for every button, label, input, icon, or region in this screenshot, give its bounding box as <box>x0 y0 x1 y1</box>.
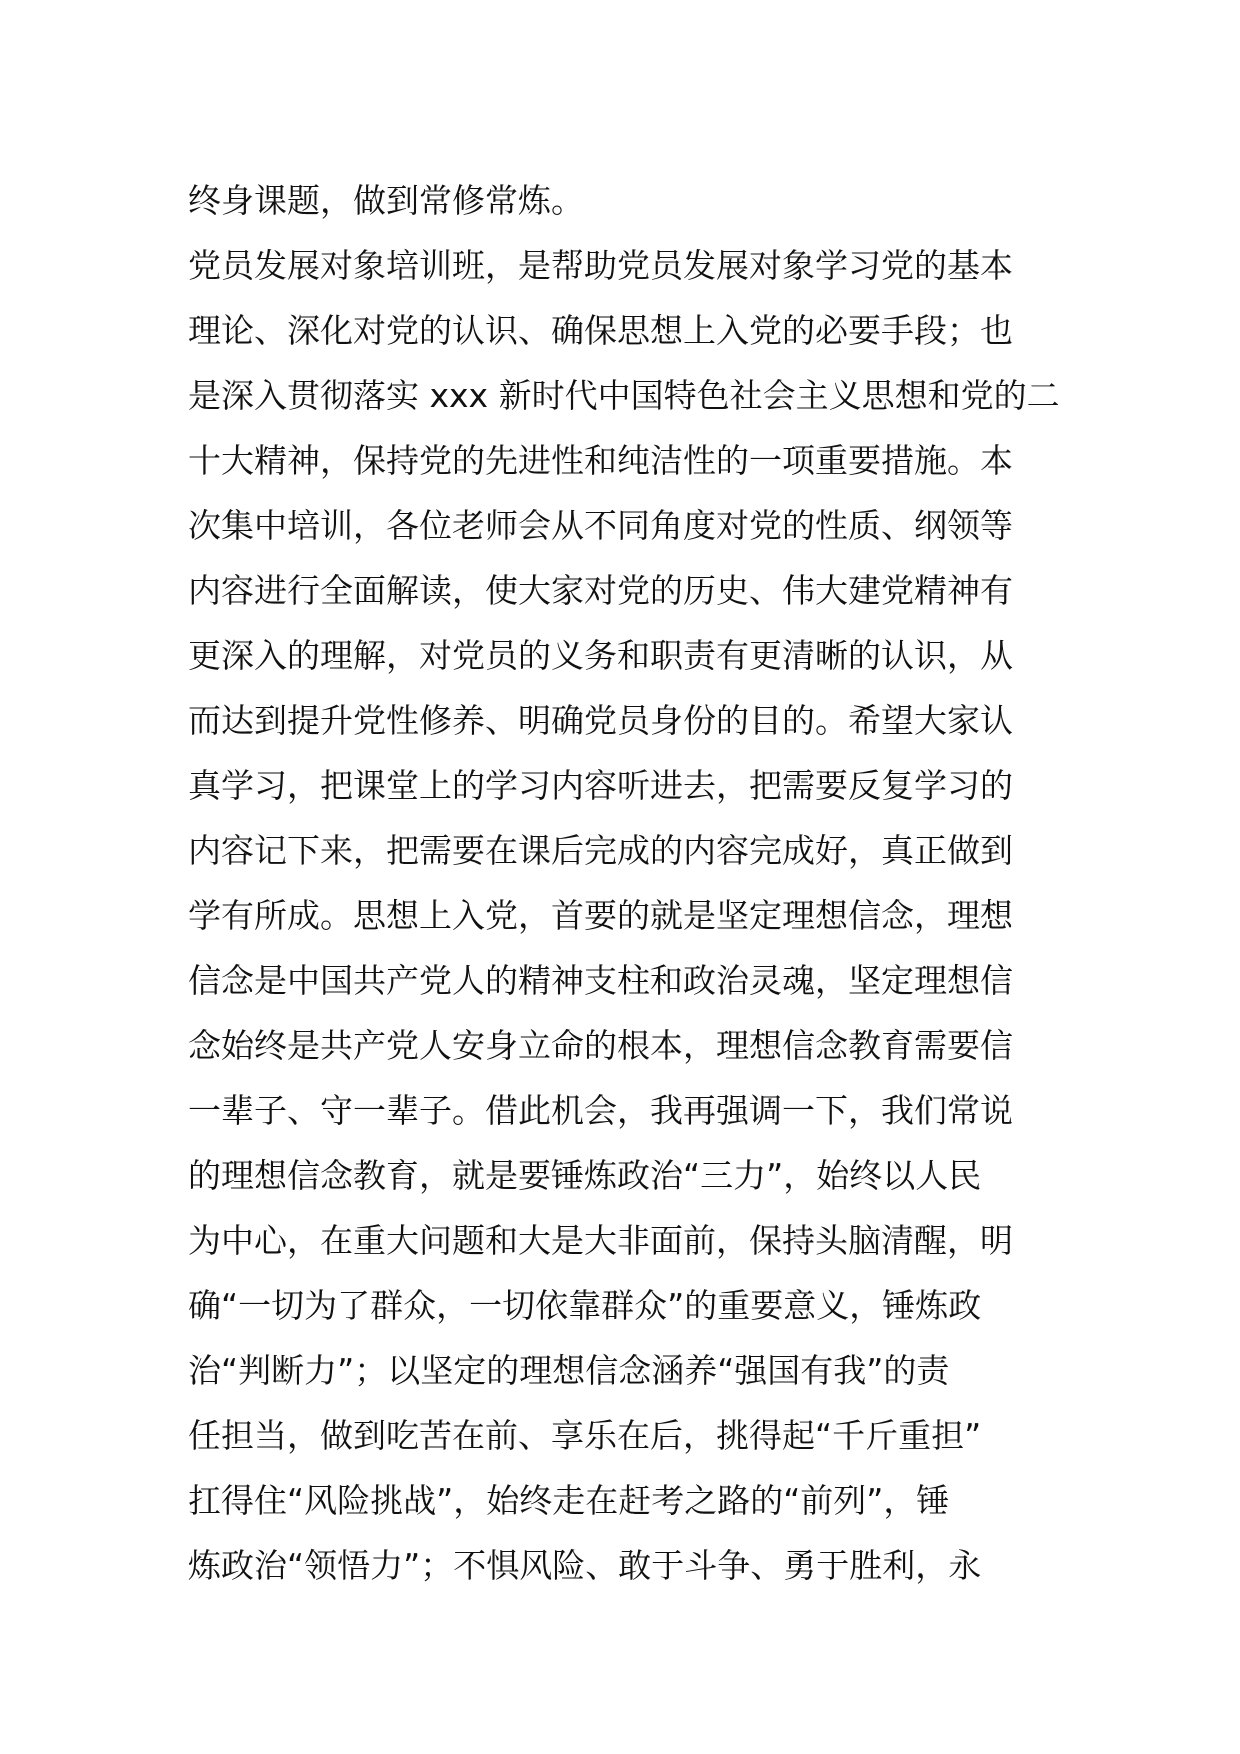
text-line: 更深入的理解，对党员的义务和职责有更清晰的认识，从 <box>188 636 1013 675</box>
text-line: 的理想信念教育，就是要锤炼政治“三力”，始终以人民 <box>188 1156 982 1195</box>
text-line: 是深入贯彻落实 xxx 新时代中国特色社会主义思想和党的二 <box>188 376 1060 415</box>
text-line: 理论、深化对党的认识、确保思想上入党的必要手段；也 <box>188 311 1013 350</box>
text-line: 真学习，把课堂上的学习内容听进去，把需要反复学习的 <box>188 766 1013 805</box>
text-line: 扛得住“风险挑战”，始终走在赶考之路的“前列”，锤 <box>188 1481 950 1520</box>
body-text <box>188 168 1068 1598</box>
text-line: 十大精神，保持党的先进性和纯洁性的一项重要措施。本 <box>188 441 1013 480</box>
text-line: 党员发展对象培训班，是帮助党员发展对象学习党的基本 <box>188 246 1013 285</box>
text-line: 确“一切为了群众，一切依靠群众”的重要意义，锤炼政 <box>188 1286 982 1325</box>
text-line: 一辈子、守一辈子。借此机会，我再强调一下，我们常说 <box>188 1091 1013 1130</box>
text-line: 信念是中国共产党人的精神支柱和政治灵魂，坚定理想信 <box>188 961 1013 1000</box>
text-line: 治“判断力”；以坚定的理想信念涵养“强国有我”的责 <box>188 1351 950 1390</box>
text-line: 次集中培训，各位老师会从不同角度对党的性质、纲领等 <box>188 506 1013 545</box>
text-line: 炼政治“领悟力”；不惧风险、敢于斗争、勇于胜利，永 <box>188 1546 982 1585</box>
text-line: 任担当，做到吃苦在前、享乐在后，挑得起“千斤重担” <box>188 1416 982 1455</box>
text-line: 终身课题，做到常修常炼。 <box>188 181 584 220</box>
text-line: 内容记下来，把需要在课后完成的内容完成好，真正做到 <box>188 831 1013 870</box>
text-line: 而达到提升党性修养、明确党员身份的目的。希望大家认 <box>188 701 1013 740</box>
text-line: 内容进行全面解读，使大家对党的历史、伟大建党精神有 <box>188 571 1013 610</box>
text-line: 为中心，在重大问题和大是大非面前，保持头脑清醒，明 <box>188 1221 1013 1260</box>
text-line: 念始终是共产党人安身立命的根本，理想信念教育需要信 <box>188 1026 1013 1065</box>
text-line: 学有所成。思想上入党，首要的就是坚定理想信念，理想 <box>188 896 1013 935</box>
